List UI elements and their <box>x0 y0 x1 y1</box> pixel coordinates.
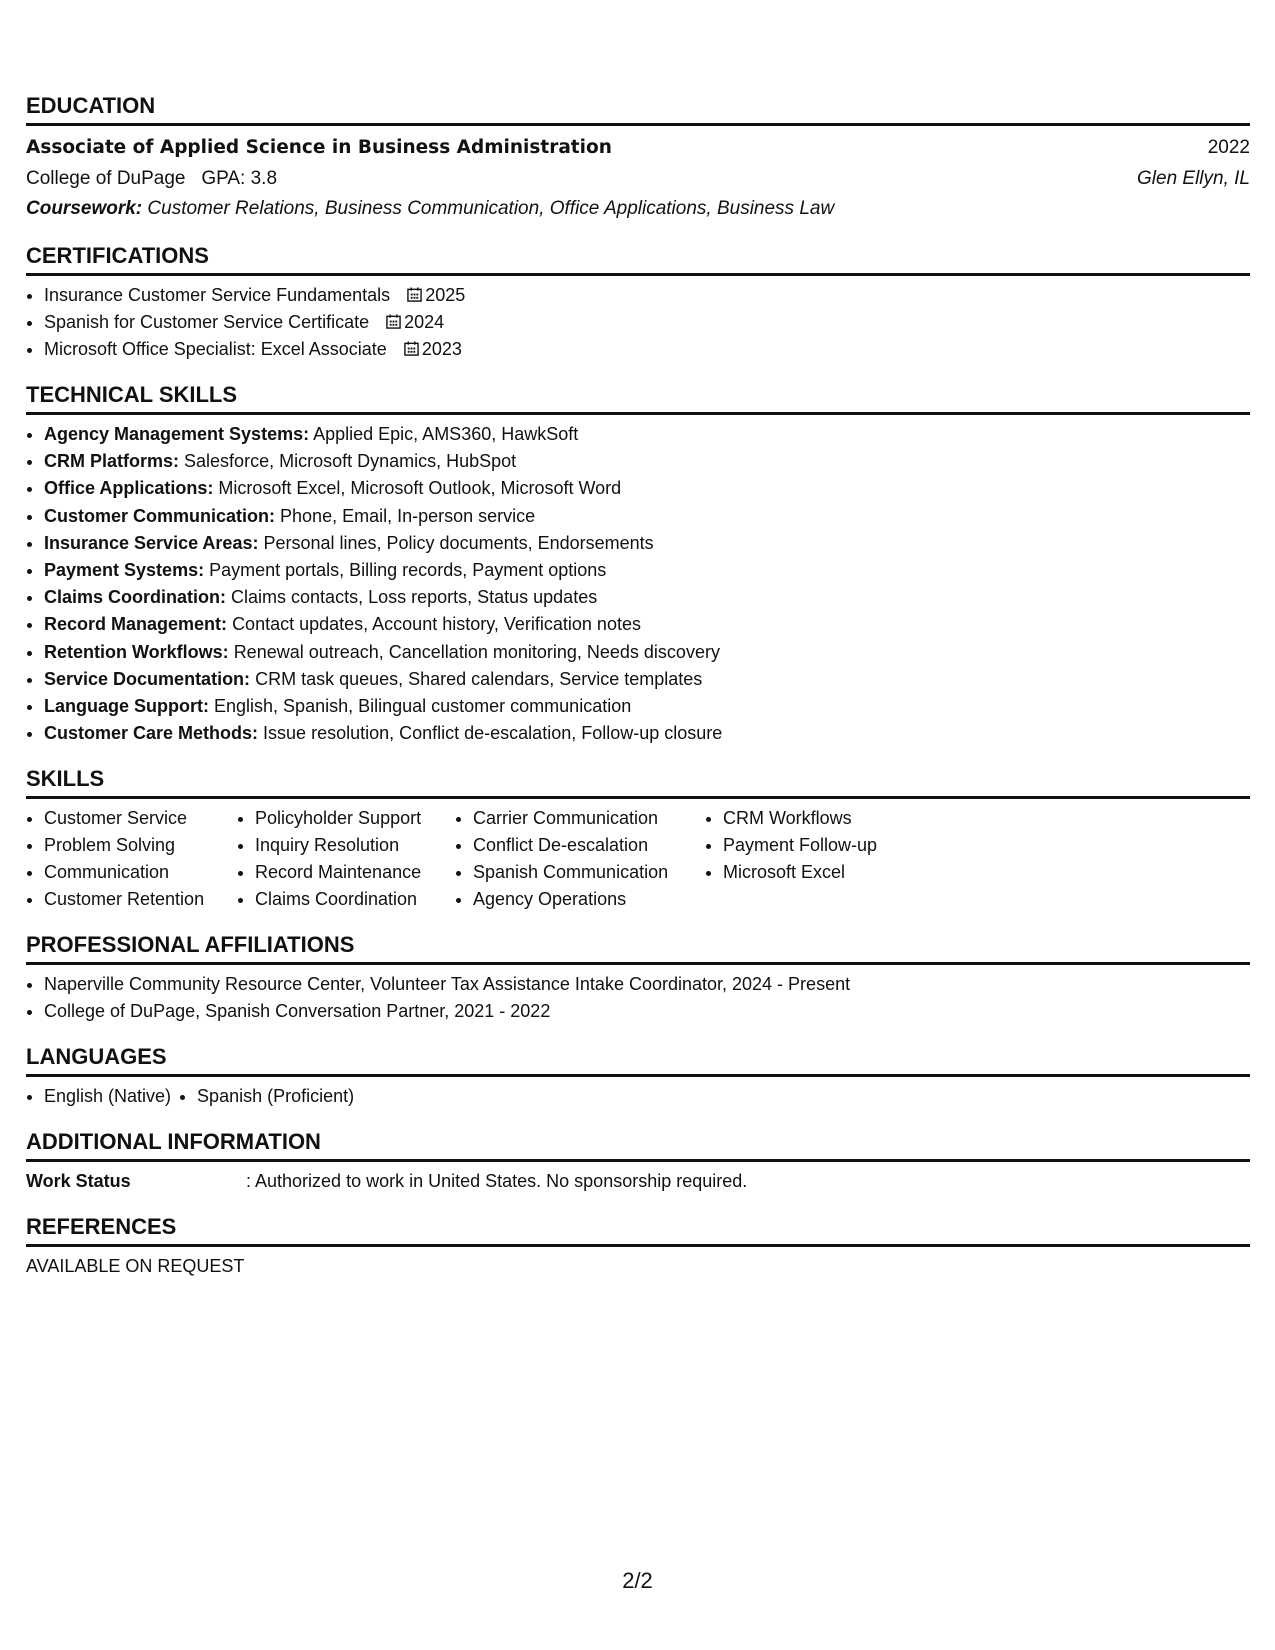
languages-list <box>26 1083 1250 1110</box>
technical-skill-label: CRM Platforms: <box>44 451 180 472</box>
references-text: AVAILABLE ON REQUEST <box>26 1256 245 1277</box>
technical-skill-item <box>44 421 1250 448</box>
skill-item: • Claims Coordination <box>255 886 455 913</box>
skill-item: • Conflict De-escalation <box>473 832 705 859</box>
calendar-icon <box>404 341 419 356</box>
work-status-label: Work Status <box>26 1171 131 1192</box>
page-number: 2/2 <box>622 1568 653 1593</box>
coursework-label: Coursework: <box>26 198 143 219</box>
skill-item: • Record Maintenance <box>255 859 455 886</box>
skill-item: • Communication <box>44 859 237 886</box>
skill-item: • Microsoft Excel <box>723 859 1023 886</box>
certifications-list <box>26 282 1250 363</box>
education-title: EDUCATION <box>26 92 1250 126</box>
certification-item <box>44 282 1250 309</box>
language-item: • Spanish (Proficient) <box>197 1083 354 1110</box>
technical-skill-label: Retention Workflows: <box>44 641 229 662</box>
education-section <box>26 92 1250 224</box>
technical-skill-item <box>44 584 1250 611</box>
skill-item: • Problem Solving <box>44 832 237 859</box>
skills-grid <box>26 805 1250 913</box>
education-school: College of DuPage <box>26 168 186 189</box>
technical-skills-title: TECHNICAL SKILLS <box>26 381 1250 415</box>
technical-skill-item <box>44 448 1250 475</box>
education-degree-row <box>26 132 1250 163</box>
skill-item: • Agency Operations <box>473 886 705 913</box>
coursework-text: Customer Relations, Business Communication, Office Applications, Business Law <box>147 198 835 219</box>
language-item: • English (Native) <box>44 1083 171 1110</box>
affiliations-section <box>26 931 1250 1025</box>
technical-skill-label: Language Support: <box>44 696 209 717</box>
skill-item: • Inquiry Resolution <box>255 832 455 859</box>
skill-item: • Customer Retention <box>44 886 237 913</box>
technical-skill-item <box>44 611 1250 638</box>
technical-skill-value: Issue resolution, Conflict de-escalation, Follow-up closure <box>263 723 723 744</box>
technical-skill-value: Renewal outreach, Cancellation monitoring, Needs discovery <box>233 641 720 662</box>
technical-skill-value: Claims contacts, Loss reports, Status updates <box>231 587 598 608</box>
technical-skill-item <box>44 503 1250 530</box>
technical-skill-value: Salesforce, Microsoft Dynamics, HubSpot <box>184 451 517 472</box>
technical-skill-label: Customer Care Methods: <box>44 723 259 744</box>
skill-item: • Carrier Communication <box>473 805 705 832</box>
technical-skills-list <box>26 421 1250 747</box>
education-degree: Associate of Applied Science in Business Administration <box>26 137 612 158</box>
languages-title: LANGUAGES <box>26 1043 1250 1077</box>
additional-info-section <box>26 1128 1250 1195</box>
education-school-row <box>26 163 1250 194</box>
technical-skill-label: Office Applications: <box>44 478 214 499</box>
technical-skill-value: Applied Epic, AMS360, HawkSoft <box>313 424 579 444</box>
skills-column <box>705 805 1023 913</box>
certifications-title: CERTIFICATIONS <box>26 242 1250 276</box>
skills-column <box>26 805 237 913</box>
certification-item <box>44 309 1250 336</box>
technical-skill-label: Record Management: <box>44 614 228 635</box>
certifications-section <box>26 242 1250 363</box>
technical-skill-value: CRM task queues, Shared calendars, Service templates <box>255 668 703 689</box>
skills-column <box>455 805 705 913</box>
technical-skill-item <box>44 666 1250 693</box>
references-section <box>26 1213 1250 1280</box>
certification-year: 2024 <box>404 312 445 332</box>
technical-skill-label: Claims Coordination: <box>44 587 227 608</box>
affiliations-title: PROFESSIONAL AFFILIATIONS <box>26 931 1250 965</box>
education-year: 2022 <box>1207 137 1250 158</box>
work-status-value: : Authorized to work in United States. No sponsorship required. <box>246 1171 748 1192</box>
technical-skill-value: English, Spanish, Bilingual customer communication <box>214 696 632 717</box>
work-status-row <box>26 1168 1250 1195</box>
technical-skill-label: Agency Management Systems: <box>44 424 310 444</box>
skills-section <box>26 765 1250 913</box>
technical-skill-value: Payment portals, Billing records, Payment options <box>209 560 607 581</box>
affiliations-list <box>26 971 1250 1025</box>
education-school-line <box>26 163 277 194</box>
skills-title: SKILLS <box>26 765 1250 799</box>
education-gpa: GPA: 3.8 <box>201 168 278 189</box>
education-coursework <box>26 194 1250 224</box>
skill-item: • Customer Service <box>44 805 237 832</box>
technical-skill-label: Service Documentation: <box>44 668 251 689</box>
technical-skill-value: Phone, Email, In-person service <box>280 505 536 526</box>
education-location: Glen Ellyn, IL <box>1137 168 1250 189</box>
additional-info-title: ADDITIONAL INFORMATION <box>26 1128 1250 1162</box>
calendar-icon <box>386 314 401 329</box>
skill-item: • Payment Follow-up <box>723 832 1023 859</box>
skill-item: • Spanish Communication <box>473 859 705 886</box>
certification-item <box>44 336 1250 363</box>
affiliation-item: • College of DuPage, Spanish Conversation Partner, 2021 - 2022 <box>44 998 1250 1025</box>
skill-item: • CRM Workflows <box>723 805 1023 832</box>
technical-skill-value: Microsoft Excel, Microsoft Outlook, Microsoft Word <box>218 478 622 499</box>
technical-skill-item <box>44 693 1250 720</box>
certification-name: Microsoft Office Specialist: Excel Associate <box>44 339 387 359</box>
calendar-icon <box>407 287 422 302</box>
technical-skill-item <box>44 530 1250 557</box>
technical-skill-value: Contact updates, Account history, Verification notes <box>232 614 641 635</box>
technical-skill-item <box>44 720 1250 747</box>
technical-skill-label: Payment Systems: <box>44 560 205 581</box>
technical-skill-label: Insurance Service Areas: <box>44 532 259 553</box>
skill-item: • Policyholder Support <box>255 805 455 832</box>
affiliation-item: • Naperville Community Resource Center, Volunteer Tax Assistance Intake Coordinator, 2024 - Present <box>44 971 1250 998</box>
technical-skill-item <box>44 475 1250 502</box>
languages-section <box>26 1043 1250 1110</box>
technical-skill-label: Customer Communication: <box>44 505 276 526</box>
resume-page <box>26 92 1250 1298</box>
certification-name: Insurance Customer Service Fundamentals <box>44 285 391 305</box>
certification-year: 2023 <box>421 339 462 359</box>
technical-skills-section <box>26 381 1250 747</box>
certification-name: Spanish for Customer Service Certificate <box>44 312 370 332</box>
skills-column <box>237 805 455 913</box>
technical-skill-item <box>44 639 1250 666</box>
technical-skill-value: Personal lines, Policy documents, Endorsements <box>263 532 654 553</box>
technical-skill-item <box>44 557 1250 584</box>
certification-year: 2025 <box>425 285 466 305</box>
references-title: REFERENCES <box>26 1213 1250 1247</box>
